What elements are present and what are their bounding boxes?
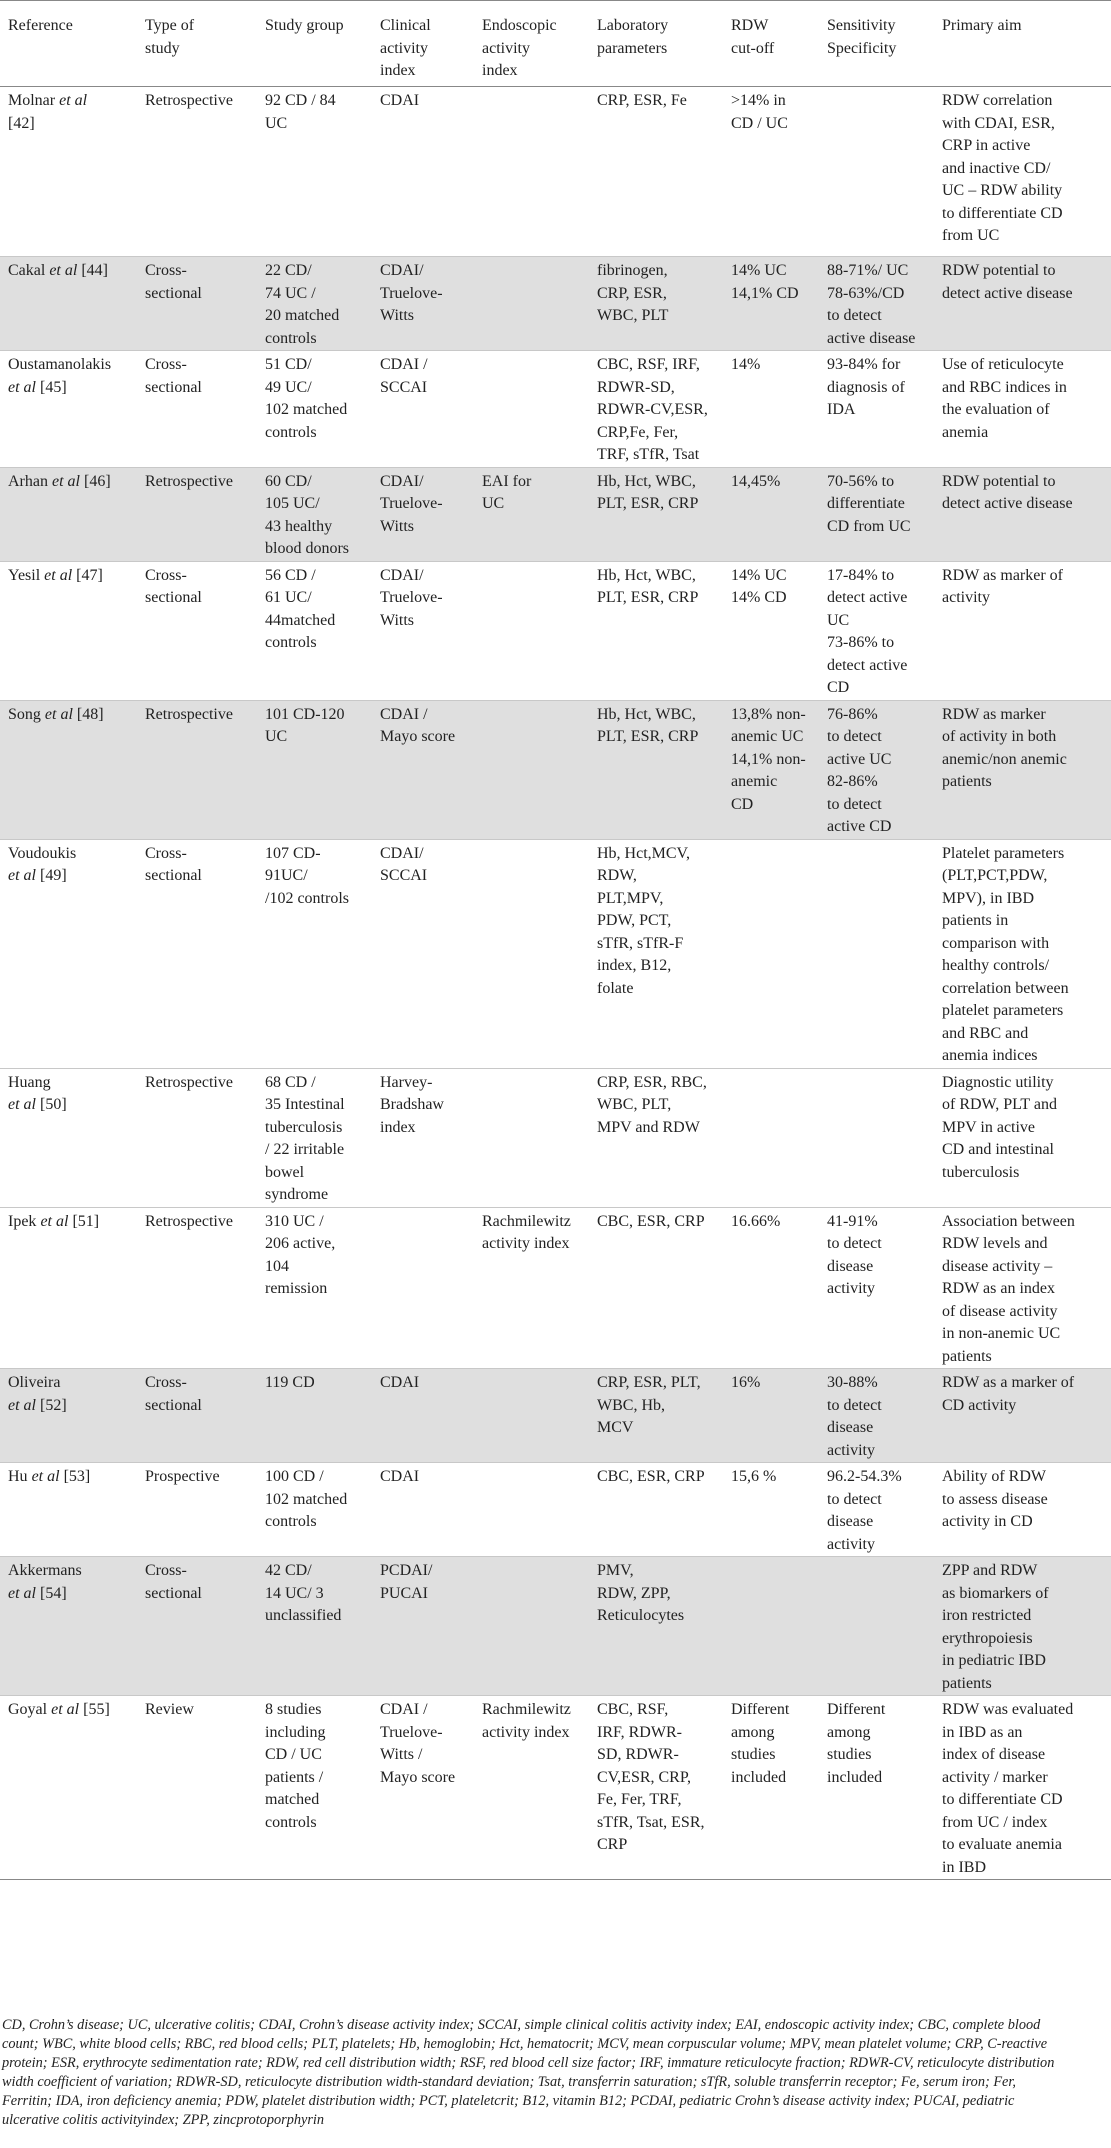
cell-lab-parameters: CRP, ESR, Fe bbox=[589, 87, 723, 257]
cell-primary-aim: Ability of RDW to assess disease activity in CD bbox=[934, 1463, 1111, 1557]
cell-rdw-cutoff: 14% UC 14% CD bbox=[723, 561, 819, 700]
cell-endoscopic-index bbox=[474, 257, 589, 351]
cell-study-group: 100 CD / 102 matched controls bbox=[257, 1463, 372, 1557]
cell-clinical-index: CDAI bbox=[372, 1369, 474, 1463]
cell-sensitivity-specificity: 76-86% to detect active UC 82-86% to detect active CD bbox=[819, 700, 934, 839]
table-body bbox=[0, 87, 1111, 1880]
cell-study-group: 51 CD/ 49 UC/ 102 matched controls bbox=[257, 351, 372, 468]
cell-primary-aim: ZPP and RDW as biomarkers of iron restricted erythropoiesis in pediatric IBD patients bbox=[934, 1557, 1111, 1696]
cell-rdw-cutoff: 14% bbox=[723, 351, 819, 468]
cell-study-group: 68 CD / 35 Intestinal tuberculosis / 22 irritable bowel syndrome bbox=[257, 1068, 372, 1207]
cell-endoscopic-index bbox=[474, 351, 589, 468]
cell-primary-aim: RDW as a marker of CD activity bbox=[934, 1369, 1111, 1463]
cell-reference: Goyal et al [55] bbox=[0, 1696, 137, 1880]
cell-endoscopic-index bbox=[474, 1463, 589, 1557]
cell-lab-parameters: Hb, Hct, WBC, PLT, ESR, CRP bbox=[589, 700, 723, 839]
header-type-of-study: Type of study bbox=[137, 1, 257, 87]
cell-clinical-index: CDAI / Mayo score bbox=[372, 700, 474, 839]
table-row bbox=[0, 257, 1111, 351]
cell-study-group: 42 CD/ 14 UC/ 3 unclassified bbox=[257, 1557, 372, 1696]
cell-study-group: 8 studies including CD / UC patients / matched controls bbox=[257, 1696, 372, 1880]
cell-study-type: Review bbox=[137, 1696, 257, 1880]
cell-study-type: Cross- sectional bbox=[137, 839, 257, 1068]
cell-sensitivity-specificity: 70-56% to differentiate CD from UC bbox=[819, 467, 934, 561]
cell-study-group: 92 CD / 84 UC bbox=[257, 87, 372, 257]
cell-primary-aim: RDW potential to detect active disease bbox=[934, 467, 1111, 561]
cell-rdw-cutoff bbox=[723, 1068, 819, 1207]
cell-rdw-cutoff bbox=[723, 1557, 819, 1696]
cell-study-group: 310 UC / 206 active, 104 remission bbox=[257, 1207, 372, 1369]
cell-lab-parameters: Hb, Hct,MCV, RDW, PLT,MPV, PDW, PCT, sTfR, sTfR-F index, B12, folate bbox=[589, 839, 723, 1068]
cell-clinical-index: CDAI/ Truelove- Witts bbox=[372, 467, 474, 561]
table-footnote: CD, Crohn’s disease; UC, ulcerative colitis; CDAI, Crohn’s disease activity index; SCCAI, simple clinical colitis activity index; EAI, endoscopic activity index; CBC, complete blood count; WBC, white blood cells; RBC, red blood cells; PLT, platelets; Hb, hemoglobin; Hct, hematocrit; MCV, mean corpuscular volume; MPV, mean platelet volume; CRP, C-reactive protein; ESR, erythrocyte sedimentation rate; RDW, red cell distribution width; RSF, red blood cell size factor; IRF, immature reticulocyte fraction; RDWR-CV, reticulocyte distribution width coefficient of variation; RDWR-SD, reticulocyte distribution width-standard deviation; Tsat, transferrin saturation; sTfR, soluble transferrin receptor; Fe, serum iron; Fer, Ferritin; IDA, iron deficiency anemia; PDW, platelet distribution width; PCT, plateletcrit; B12, vitamin B12; PCDAI, pediatric Crohn’s disease activity index; PUCAI, pediatric ulcerative colitis activityindex; ZPP, zincprotoporphyrin bbox=[2, 2017, 1055, 2129]
cell-reference: Oustamanolakis et al [45] bbox=[0, 351, 137, 468]
cell-primary-aim: RDW was evaluated in IBD as an index of disease activity / marker to differentiate CD from UC / index to evaluate anemia in IBD bbox=[934, 1696, 1111, 1880]
cell-lab-parameters: CRP, ESR, RBC, WBC, PLT, MPV and RDW bbox=[589, 1068, 723, 1207]
cell-clinical-index: CDAI/ Truelove- Witts bbox=[372, 257, 474, 351]
cell-study-type: Retrospective bbox=[137, 87, 257, 257]
cell-endoscopic-index bbox=[474, 1068, 589, 1207]
table-header-row bbox=[0, 1, 1111, 87]
cell-study-group: 22 CD/ 74 UC / 20 matched controls bbox=[257, 257, 372, 351]
cell-sensitivity-specificity bbox=[819, 1068, 934, 1207]
cell-sensitivity-specificity: 17-84% to detect active UC 73-86% to detect active CD bbox=[819, 561, 934, 700]
cell-lab-parameters: CBC, RSF, IRF, RDWR-SD, RDWR-CV,ESR, CRP,Fe, Fer, TRF, sTfR, Tsat bbox=[589, 351, 723, 468]
cell-lab-parameters: CRP, ESR, PLT, WBC, Hb, MCV bbox=[589, 1369, 723, 1463]
cell-study-group: 56 CD / 61 UC/ 44matched controls bbox=[257, 561, 372, 700]
cell-lab-parameters: PMV, RDW, ZPP, Reticulocytes bbox=[589, 1557, 723, 1696]
cell-sensitivity-specificity: 93-84% for diagnosis of IDA bbox=[819, 351, 934, 468]
cell-rdw-cutoff: 14,45% bbox=[723, 467, 819, 561]
cell-reference: Molnar et al [42] bbox=[0, 87, 137, 257]
cell-rdw-cutoff: 16% bbox=[723, 1369, 819, 1463]
header-reference: Reference bbox=[0, 1, 137, 87]
cell-sensitivity-specificity bbox=[819, 839, 934, 1068]
cell-endoscopic-index: EAI for UC bbox=[474, 467, 589, 561]
table-row bbox=[0, 839, 1111, 1068]
cell-endoscopic-index bbox=[474, 1369, 589, 1463]
cell-reference: Song et al [48] bbox=[0, 700, 137, 839]
cell-clinical-index: CDAI / Truelove- Witts / Mayo score bbox=[372, 1696, 474, 1880]
cell-study-type: Prospective bbox=[137, 1463, 257, 1557]
header-endoscopic-activity-index: Endoscopic activity index bbox=[474, 1, 589, 87]
cell-reference: Yesil et al [47] bbox=[0, 561, 137, 700]
header-study-group: Study group bbox=[257, 1, 372, 87]
cell-clinical-index: CDAI / SCCAI bbox=[372, 351, 474, 468]
cell-lab-parameters: CBC, ESR, CRP bbox=[589, 1207, 723, 1369]
cell-study-type: Retrospective bbox=[137, 700, 257, 839]
cell-rdw-cutoff bbox=[723, 839, 819, 1068]
table-row bbox=[0, 561, 1111, 700]
table-row bbox=[0, 1068, 1111, 1207]
cell-lab-parameters: Hb, Hct, WBC, PLT, ESR, CRP bbox=[589, 561, 723, 700]
cell-reference: Arhan et al [46] bbox=[0, 467, 137, 561]
cell-clinical-index: CDAI/ Truelove- Witts bbox=[372, 561, 474, 700]
cell-study-type: Retrospective bbox=[137, 467, 257, 561]
cell-clinical-index bbox=[372, 1207, 474, 1369]
cell-primary-aim: Use of reticulocyte and RBC indices in the evaluation of anemia bbox=[934, 351, 1111, 468]
cell-sensitivity-specificity bbox=[819, 87, 934, 257]
cell-clinical-index: PCDAI/ PUCAI bbox=[372, 1557, 474, 1696]
cell-study-type: Cross- sectional bbox=[137, 257, 257, 351]
cell-study-type: Cross- sectional bbox=[137, 561, 257, 700]
cell-primary-aim: RDW as marker of activity in both anemic/non anemic patients bbox=[934, 700, 1111, 839]
cell-endoscopic-index bbox=[474, 561, 589, 700]
cell-reference: Oliveira et al [52] bbox=[0, 1369, 137, 1463]
table-row bbox=[0, 1557, 1111, 1696]
table-row bbox=[0, 351, 1111, 468]
table-row bbox=[0, 87, 1111, 257]
cell-primary-aim: RDW as marker of activity bbox=[934, 561, 1111, 700]
cell-study-type: Retrospective bbox=[137, 1068, 257, 1207]
cell-clinical-index: Harvey- Bradshaw index bbox=[372, 1068, 474, 1207]
cell-lab-parameters: CBC, ESR, CRP bbox=[589, 1463, 723, 1557]
cell-rdw-cutoff: 16.66% bbox=[723, 1207, 819, 1369]
cell-rdw-cutoff: 13,8% non- anemic UC 14,1% non- anemic CD bbox=[723, 700, 819, 839]
table-row bbox=[0, 1463, 1111, 1557]
cell-rdw-cutoff: 14% UC 14,1% CD bbox=[723, 257, 819, 351]
table-row bbox=[0, 700, 1111, 839]
cell-study-group: 101 CD-120 UC bbox=[257, 700, 372, 839]
cell-sensitivity-specificity: Different among studies included bbox=[819, 1696, 934, 1880]
table-row bbox=[0, 1696, 1111, 1880]
cell-primary-aim: Association between RDW levels and disease activity – RDW as an index of disease activity in non-anemic UC patients bbox=[934, 1207, 1111, 1369]
cell-sensitivity-specificity bbox=[819, 1557, 934, 1696]
cell-study-type: Cross- sectional bbox=[137, 1557, 257, 1696]
cell-rdw-cutoff: 15,6 % bbox=[723, 1463, 819, 1557]
cell-primary-aim: RDW correlation with CDAI, ESR, CRP in active and inactive CD/ UC – RDW ability to differentiate CD from UC bbox=[934, 87, 1111, 257]
cell-rdw-cutoff: >14% in CD / UC bbox=[723, 87, 819, 257]
cell-reference: Ipek et al [51] bbox=[0, 1207, 137, 1369]
cell-lab-parameters: CBC, RSF, IRF, RDWR- SD, RDWR- CV,ESR, CRP, Fe, Fer, TRF, sTfR, Tsat, ESR, CRP bbox=[589, 1696, 723, 1880]
cell-reference: Voudoukis et al [49] bbox=[0, 839, 137, 1068]
header-laboratory-parameters: Laboratory parameters bbox=[589, 1, 723, 87]
table-row bbox=[0, 1207, 1111, 1369]
cell-clinical-index: CDAI/ SCCAI bbox=[372, 839, 474, 1068]
cell-rdw-cutoff: Different among studies included bbox=[723, 1696, 819, 1880]
cell-sensitivity-specificity: 96.2-54.3% to detect disease activity bbox=[819, 1463, 934, 1557]
cell-lab-parameters: Hb, Hct, WBC, PLT, ESR, CRP bbox=[589, 467, 723, 561]
cell-clinical-index: CDAI bbox=[372, 87, 474, 257]
cell-clinical-index: CDAI bbox=[372, 1463, 474, 1557]
cell-endoscopic-index: Rachmilewitz activity index bbox=[474, 1696, 589, 1880]
header-sensitivity-specificity: Sensitivity Specificity bbox=[819, 1, 934, 87]
cell-sensitivity-specificity: 88-71%/ UC 78-63%/CD to detect active disease bbox=[819, 257, 934, 351]
cell-reference: Akkermans et al [54] bbox=[0, 1557, 137, 1696]
cell-reference: Hu et al [53] bbox=[0, 1463, 137, 1557]
cell-study-group: 60 CD/ 105 UC/ 43 healthy blood donors bbox=[257, 467, 372, 561]
header-primary-aim: Primary aim bbox=[934, 1, 1111, 87]
cell-study-type: Retrospective bbox=[137, 1207, 257, 1369]
header-rdw-cut-off: RDW cut-off bbox=[723, 1, 819, 87]
cell-lab-parameters: fibrinogen, CRP, ESR, WBC, PLT bbox=[589, 257, 723, 351]
cell-primary-aim: Diagnostic utility of RDW, PLT and MPV in active CD and intestinal tuberculosis bbox=[934, 1068, 1111, 1207]
table-row bbox=[0, 467, 1111, 561]
cell-primary-aim: Platelet parameters (PLT,PCT,PDW, MPV), in IBD patients in comparison with healthy controls/ correlation between platelet parameters and RBC and anemia indices bbox=[934, 839, 1111, 1068]
table-row bbox=[0, 1369, 1111, 1463]
cell-sensitivity-specificity: 41-91% to detect disease activity bbox=[819, 1207, 934, 1369]
cell-study-type: Cross- sectional bbox=[137, 1369, 257, 1463]
cell-endoscopic-index bbox=[474, 839, 589, 1068]
cell-study-group: 119 CD bbox=[257, 1369, 372, 1463]
cell-study-group: 107 CD- 91UC/ /102 controls bbox=[257, 839, 372, 1068]
cell-endoscopic-index bbox=[474, 1557, 589, 1696]
cell-reference: Cakal et al [44] bbox=[0, 257, 137, 351]
cell-study-type: Cross- sectional bbox=[137, 351, 257, 468]
cell-endoscopic-index bbox=[474, 87, 589, 257]
cell-endoscopic-index: Rachmilewitz activity index bbox=[474, 1207, 589, 1369]
header-clinical-activity-index: Clinical activity index bbox=[372, 1, 474, 87]
cell-reference: Huang et al [50] bbox=[0, 1068, 137, 1207]
cell-sensitivity-specificity: 30-88% to detect disease activity bbox=[819, 1369, 934, 1463]
cell-primary-aim: RDW potential to detect active disease bbox=[934, 257, 1111, 351]
cell-endoscopic-index bbox=[474, 700, 589, 839]
